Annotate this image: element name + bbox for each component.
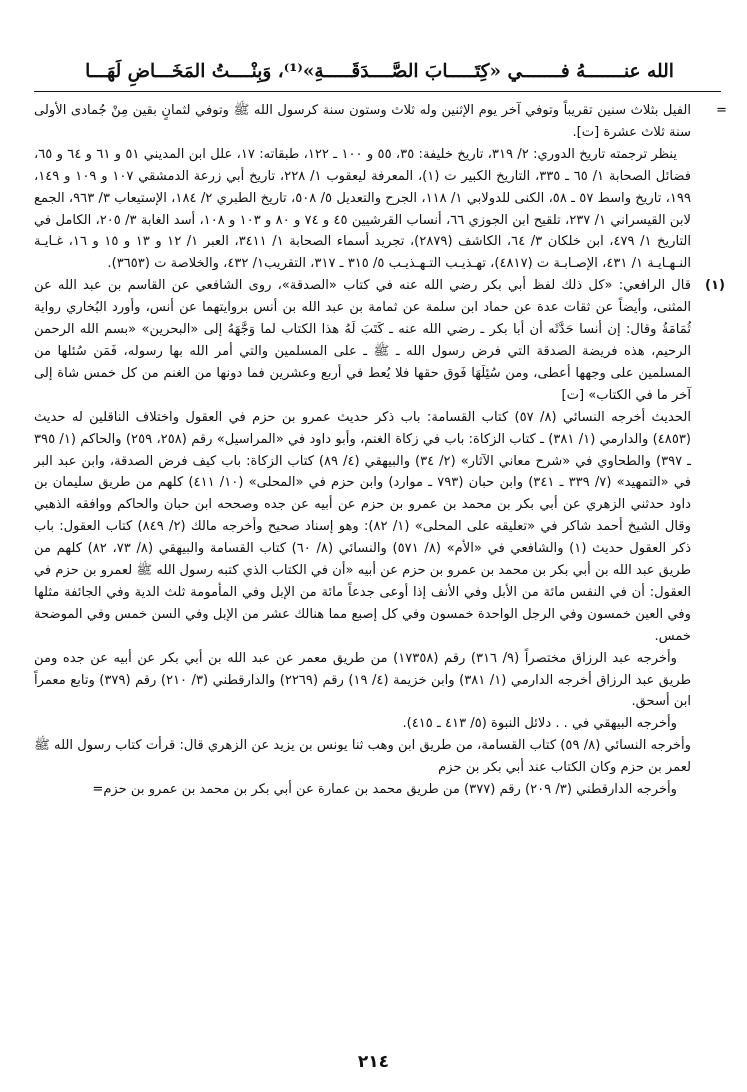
biography-references: ينظر ترجمته تاريخ الدوري: ٢/ ٣١٩، تاريخ خليفة: ٣٥، ٥٥ و ١٠٠ ـ ١٢٢، طبقاته: ١٧، علل ابن المديني ٥١ و ٦١ و ٦٤ و ٦٥، فضائل الصحابة ١/ ٦٥ ـ ٣٣٥، التاريخ الكبير ت (١)، المعرفة ليعقوب ١/ ٢٢٨، تاريخ أبي زرعة الدمشقي ١٠٧ و ١٠٩ و ١٤٩، ١٩٩، تاريخ واسط ٥٧ ـ ٥٨، الكنى للدولابي ١/ ١١٨، الجرح والتعديل ٥/ ٥٠٨، تاريخ الطبري ٢/ ١٨٤، الإستيعاب ٣/ ٩٦٣، الجمع لابن القيسراني ١/ ٢٣٧، تلقيح ابن الجوزي ٦٦، أنساب القرشيين ٤٥ و ٧٤ و ٨٠ و ١٠٣ و ١٠٨، أسد الغابة ٣/ ٢٠٥، الكامل في التاريخ ١/ ٤٧٩، ابن خلكان ٣/ ٦٤، الكاشف (٢٨٧٩)، تجريد أسماء الصحابة ١/ ٣٤١١، العبر ١/ ١٢ و ١٣ و ١٥ و ١٦، غـايـة النـهـايـة ١/ ٤٣١، الإصـابـة ت (٤٨١٧)، تهـذيـب التـهـذيـب ٥/ ٣١٥ ـ ٣١٧، التقريب١/ ٤٣٢، والخلاصة ت (٣٦٥٣).	[34, 146, 692, 272]
footnotes-area	[34, 100, 725, 801]
takhrij-paragraph: وأخرجه الدارقطني (٣/ ٢٠٩) رقم (٣٧٧) من طريق محمد بن عمارة عن أبي بكر بن محمد بن عمرو بن حزم=	[92, 782, 677, 798]
takhrij-paragraph: الحديث أخرجه النسائي (٨/ ٥٧) كتاب القسامة: باب ذكر حديث عمرو بن حزم في العقول واختلاف الناقلين له حديث (٤٨٥٣) والدارمي (١/ ٣٨١) ـ كتاب الزكاة: باب في زكاة الغنم، وأبو داود في «المراسيل» رقم (٢٥٨، ٢٥٩) والحاكم (١/ ٣٩٥ ـ ٣٩٧) والطحاوي في «شرح معاني الآثار» (٢/ ٣٤) والبيهقي (٤/ ٨٩) كتاب الزكاة: باب كيف فرض الصدقة، وابن عبد البر في «التمهيد» (٧/ ٣٣٩ ـ ٣٤١) وابن حبان (٧٩٣ ـ موارد) وابن حزم في «المحلى» (١٠/ ٤١١) كلهم من طريق سليمان بن داود حدثني الزهري عن أبي بكر بن محمد بن عمرو بن حزم عن أبيه عن جده وصححه ابن حبان والحاكم ووافقه الذهبي وقال الشيخ أحمد شاكر في «تعليقه على المحلى» (١/ ٨٢): وهو إسناد صحيح وأخرجه مالك (٢/ ٨٤٩) كتاب العقول: باب ذكر العقول حديث (١) والشافعي في «الأم» (٨/ ٥٧١) والنسائي (٨/ ٦٠) كتاب القسامة والبيهقي (٨/ ٧٣، ٨٢) كلهم من طريق عبد الله بن أبي بكر بن محمد بن عمرو بن حزم عن أبيه «أن في الكتاب الذي كتبه رسول الله ﷺ لعمرو بن حزم في العقول: أن في النفس مائة من الأبل وفي الأنف إذا أوعى جدعاً مائة من الإبل وفي المأمومة ثلث الدية وفي الجائفة مثلها وفي العين خمسون وفي الرجل الواحدة خمسون وفي كل إصبع مما هنالك عشر من الإبل وفي السن خمس وفي الموضحة خمس.	[34, 409, 692, 644]
running-header: الله عنـــــــهُ فـــــــي «كِتَـــــابَ الصَّــــدَقَـــــةِ»⁽¹⁾، وَبِنْــــتُ المَخَـــاضِ لَهَـــا	[85, 61, 674, 82]
continued-note	[34, 100, 725, 144]
footnote-text: قال الرافعي: «كل ذلك لفظ أبي بكر رضي الله عنه في كتاب «الصدقة»، روى الشافعي عن القاسم بن عبد الله عن المثنى، وأيضاً عن ثقات عدة عن حماد ابن سلمة عن ثمامة بن عبد الله بن أنس بروايتهما عن أنس، وأورد البُخاري رواية ثُمَامَةُ وقال: إن أنسا حَدَّثَه أن أبا بكر ـ رضي الله عنه ـ كَتَبَ لَهُ هذا الكتاب لما وَجَّهَهُ إلى «البحرين» «بسم الله الرحمن الرحيم، هذه فريضة الصدقة التي فرض رسول الله ـ ﷺ ـ على المسلمين والتي أمر الله بها رسوله، فَمَن سُئلها من المسلمين على وجهها أعطى، ومن سُئِلَهَا فَوق حقها فلا يُعط في أربع وعشرين فما دونها من الغنم من كل خمس شاة إلى آخر ما في الكتاب» [ت]	[34, 278, 691, 403]
continuation-mark: =	[716, 103, 727, 118]
takhrij-paragraph: وأخرجه عبد الرزاق مختصراً (٩/ ٣١٦) رقم (١٧٣٥٨) من طريق معمر عن عبد الله بن أبي بكر عن أبيه عن جده ومن طريق عبد الرزاق أخرجه الدارمي (١/ ٣٨١) وابن خزيمة (٤/ ١٩) رقم (٢٢٦٩) والدارقطني (٣/ ٢١٠) رقم (٣٧٩) وتابع معمراً ابن أسحق.	[34, 650, 692, 710]
footnote-1	[34, 275, 725, 406]
note-text: الفيل بثلاث سنين تقريباً وتوفي آخر يوم الإثنين وله ثلاث وستون سنة كرسول الله ﷺ وتوفي لثمانٍ بقين مِنْ جُمادى الأولى سنة ثلاث عشرة [ت].	[34, 103, 691, 140]
header-divider	[34, 91, 721, 92]
takhrij-paragraph: وأخرجه البيهقي في . . دلائل النبوة (٥/ ٤١٣ ـ ٤١٥).	[402, 716, 677, 732]
footnote-marker: (١)	[705, 278, 725, 294]
takhrij-paragraph: وأخرجه النسائي (٨/ ٥٩) كتاب القسامة، من طريق ابن وهب ثنا يونس بن يزيد عن الزهري قال: قرأت كتاب رسول الله ﷺ لعمر بن حزم وكان الكتاب عند أبي بكر بن حزم	[34, 738, 691, 776]
page-number: ٢١٤	[357, 1052, 390, 1072]
